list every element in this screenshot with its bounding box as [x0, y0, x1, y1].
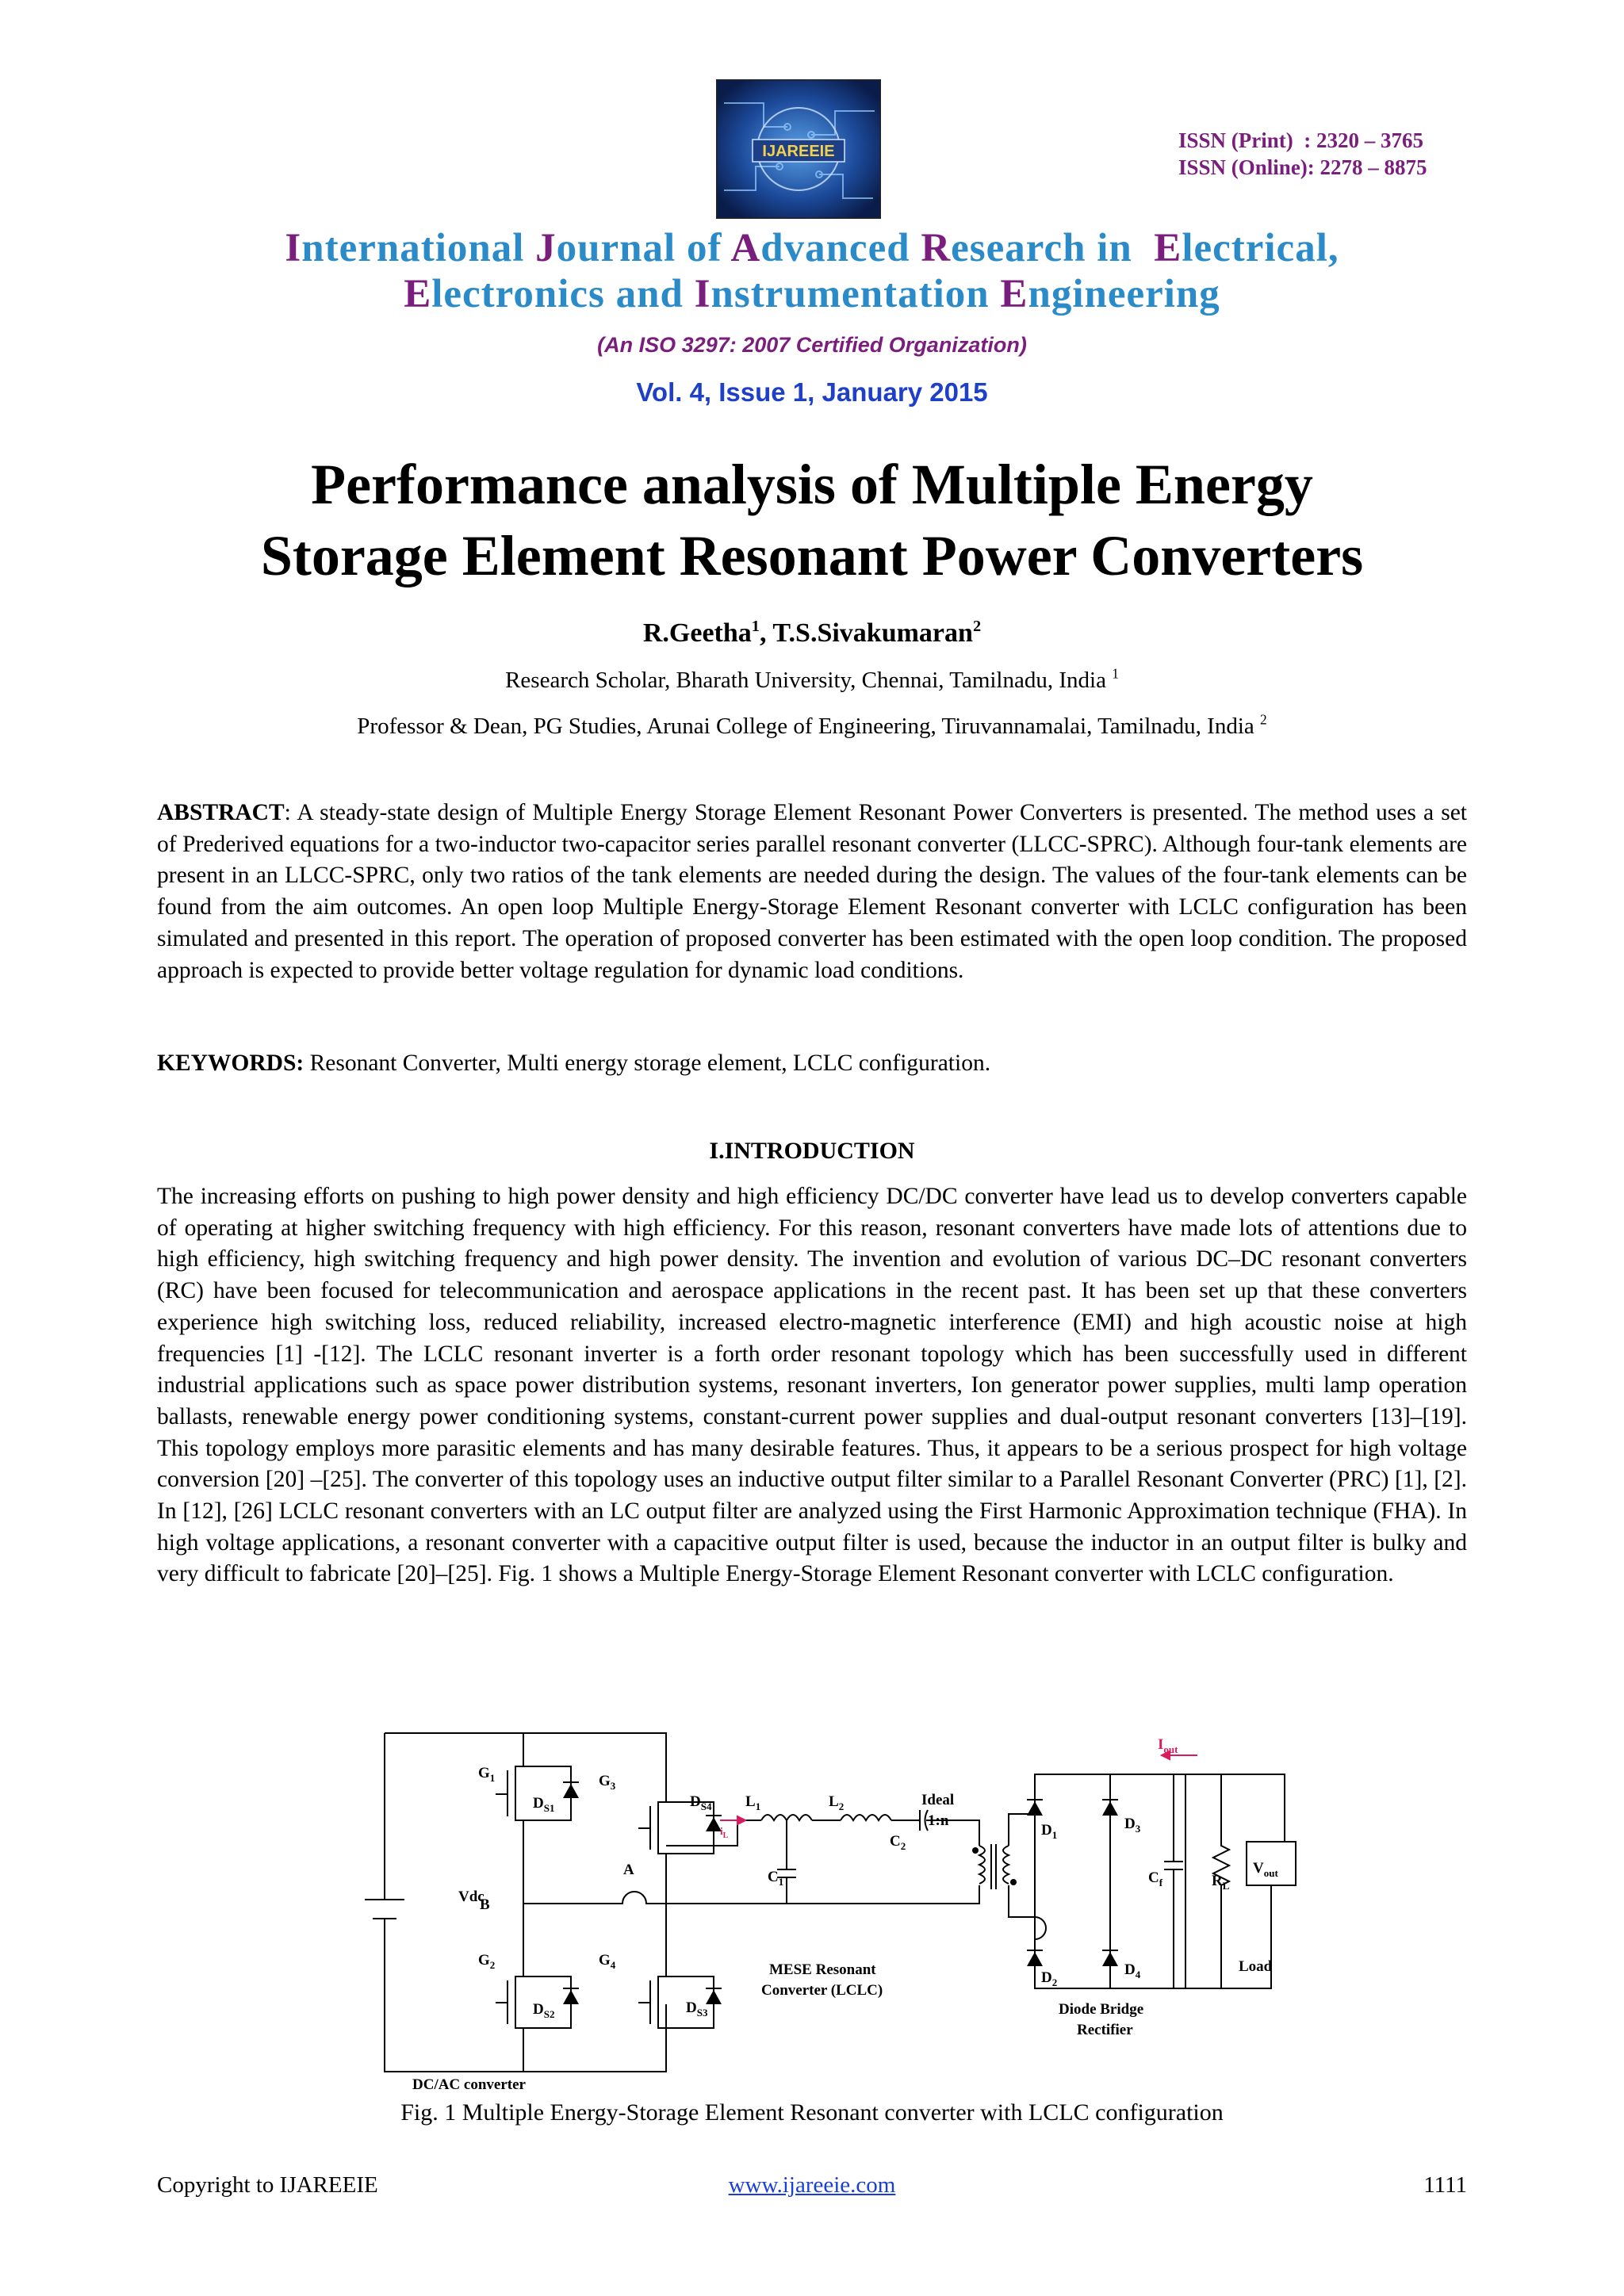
journal-title-line1 [0, 225, 1624, 271]
transformer-ideal-label: Ideal [921, 1792, 955, 1808]
figure-circuit-diagram [317, 1727, 1316, 2091]
svg-text:Cf: $C_f$ [1148, 1869, 1163, 1888]
author-superscript: 2 [972, 617, 982, 635]
keywords [157, 1048, 1467, 1080]
svg-text:RL: $R_L$ [1212, 1873, 1230, 1892]
dcac-label: DC/AC converter [412, 2076, 526, 2091]
journal-title-word: ngineering [1028, 272, 1220, 316]
journal-title-initial: E [1154, 226, 1182, 270]
footer-link-container [0, 2172, 1624, 2198]
abstract-label: ABSTRACT [157, 800, 285, 825]
journal-title-word: lectronics and [431, 272, 695, 316]
volume-issue: Vol. 4, Issue 1, January 2015 [636, 377, 988, 407]
affiliation-superscript: 1 [1112, 665, 1119, 682]
svg-text:DS1: $D_{S1}$ [533, 1795, 555, 1814]
svg-text:Vdc: Vdc [458, 1888, 485, 1905]
iso-certification: (An ISO 3297: 2007 Certified Organization) [597, 333, 1027, 357]
node-b-label: B [480, 1896, 490, 1913]
author-name: R.Geetha [642, 618, 752, 648]
journal-title-initial: I [694, 272, 711, 316]
author-separator: , [759, 618, 773, 648]
mese-label-line1: MESE Resonant [769, 1961, 876, 1978]
svg-text:D1: $D_1$ [1041, 1822, 1058, 1841]
svg-text:C1: $C_1$ [768, 1869, 784, 1888]
issn-online: ISSN (Online): 2278 – 8875 [1178, 155, 1427, 179]
journal-title [0, 225, 1624, 317]
svg-text:L2: $L_2$ [829, 1793, 845, 1812]
svg-text:DS4: $D_{S4}$ [690, 1793, 712, 1812]
author-superscript: 1 [751, 617, 760, 635]
bridge-label-line2: Rectifier [1077, 2022, 1133, 2038]
section-heading-introduction: I.INTRODUCTION [709, 1138, 915, 1164]
journal-title-word: esearch in [951, 226, 1155, 270]
mese-label-line2: Converter (LCLC) [761, 1982, 883, 1999]
node-a-label: A [623, 1862, 634, 1878]
bridge-label-line1: Diode Bridge [1059, 2001, 1144, 2018]
abstract [157, 798, 1467, 986]
affiliation-text: Professor & Dean, PG Studies, Arunai College of Engineering, Tiruvannamalai, Tamilnadu, India [357, 714, 1261, 739]
introduction-paragraph: The increasing efforts on pushing to high power density and high efficiency DC/DC converter have lead us to develop converters capable of operating at higher switching frequency with high efficiency. For this reason, resonant converters have made lots of attentions due to high efficiency, high switching frequency and high power density. The invention and evolution of various DC–DC resonant converters (RC) have been focused for telecommunication and aerospace applications in the recent past. It has been set up that these converters experience high switching loss, reduced reliability, increased electro-magnetic interference (EMI) and high acoustic noise at high frequencies [1] -[12]. The LCLC resonant inverter is a forth order resonant topology which has been successfully used in different industrial applications such as space power distribution systems, resonant inverters, Ion generator power supplies, multi lamp operation ballasts, renewable energy power conditioning systems, constant-current power supplies and dual-output resonant converters [13]–[19]. This topology employs more parasitic elements and has many desirable features. Thus, it appears to be a serious prospect for high voltage conversion [20] –[25]. The converter of this topology uses an inductive output filter similar to a Parallel Resonant Converter (PRC) [1], [2]. In [12], [26] LCLC resonant converters with an LC output filter are analyzed using the First Harmonic Approximation technique (FHA). In high voltage applications, a resonant converter with a capacitive output filter is used, because the inductor in an output filter is bulky and very difficult to fabricate [20]–[25]. Fig. 1 shows a Multiple Energy-Storage Element Resonant converter with LCLC configuration. [157, 1184, 1467, 1587]
journal-title-initial: E [1000, 272, 1028, 316]
affiliation-superscript: 2 [1260, 711, 1267, 728]
journal-logo [716, 79, 881, 219]
figure-caption: Fig. 1 Multiple Energy-Storage Element Resonant converter with LCLC configuration [400, 2099, 1224, 2126]
issn-block [1178, 127, 1427, 181]
author-name: T.S.Sivakumaran [772, 618, 973, 648]
svg-text:C2: $C_2$ [890, 1833, 906, 1852]
svg-text:IJAREEIE: IJAREEIE [762, 143, 835, 160]
journal-title-initial: E [404, 272, 432, 316]
authors [0, 618, 1624, 649]
journal-title-initial: I [285, 226, 302, 270]
journal-title-word: nstrumentation [710, 272, 1001, 316]
affiliation-2 [0, 711, 1624, 740]
svg-text:Iout: $I_{out}$ [1158, 1736, 1178, 1755]
paper-title-line2: Storage Element Resonant Power Converters [260, 524, 1364, 587]
journal-title-initial: R [921, 226, 952, 270]
journal-title-word: lectrical, [1182, 226, 1339, 270]
affiliation-text: Research Scholar, Bharath University, Chennai, Tamilnadu, India [505, 668, 1113, 693]
keywords-label: KEYWORDS: [157, 1050, 304, 1076]
svg-text:G4: $G_4$ [599, 1952, 616, 1971]
footer-page-number: 1111 [1423, 2172, 1467, 2198]
svg-text:D2: $D_2$ [1041, 1969, 1058, 1988]
issn-print: ISSN (Print) : 2320 – 3765 [1178, 128, 1423, 152]
journal-title-line2 [0, 271, 1624, 317]
svg-text:iL: $i_L$ [720, 1825, 729, 1840]
journal-title-word: ournal of [556, 226, 731, 270]
svg-text:G2: $G_2$ [478, 1952, 496, 1971]
abstract-text: : A steady-state design of Multiple Energy Storage Element Resonant Power Converters is presented. The method uses a set of Prederived equations for a two-inductor two-capacitor series parallel resonant converter (LLCC-SPRC). Although four-tank elements are present in an LLCC-SPRC, only two ratios of the tank elements are needed during the design. The values of the four-tank elements can be found from the aim outcomes. An open loop Multiple Energy-Storage Element Resonant converter with LCLC configuration has been simulated and presented in this report. The operation of proposed converter has been estimated with the open loop condition. The proposed approach is expected to provide better voltage regulation for dynamic load conditions. [157, 800, 1467, 983]
footer-website-link[interactable]: www.ijareeie.com [728, 2172, 896, 2198]
svg-text:G3: $G_3$ [599, 1773, 616, 1792]
journal-title-word: nternational [301, 226, 536, 270]
keywords-text: Resonant Converter, Multi energy storage element, LCLC configuration. [304, 1050, 991, 1076]
svg-text:L1: $L_1$ [745, 1793, 761, 1812]
svg-text:D3: $D_3$ [1124, 1816, 1141, 1835]
svg-text:DS2: $D_{S2}$ [533, 2001, 555, 2020]
transformer-ratio-label: 1:n [928, 1812, 949, 1829]
footer-copyright: Copyright to IJAREEIE [157, 2172, 378, 2198]
svg-text:G1: $G_1$ [478, 1765, 496, 1784]
svg-text:DS3: $D_{S3}$ [686, 1999, 708, 2019]
svg-text:D4: $D_4$ [1124, 1961, 1141, 1980]
journal-title-word: dvanced [760, 226, 921, 270]
journal-title-initial: J [535, 226, 557, 270]
paper-title [0, 449, 1624, 591]
affiliation-1 [0, 665, 1624, 694]
svg-text:Vout: $V_{out}$ [1253, 1860, 1278, 1879]
journal-title-initial: A [730, 226, 761, 270]
paper-title-line1: Performance analysis of Multiple Energy [311, 453, 1313, 516]
load-label: Load [1239, 1958, 1273, 1975]
